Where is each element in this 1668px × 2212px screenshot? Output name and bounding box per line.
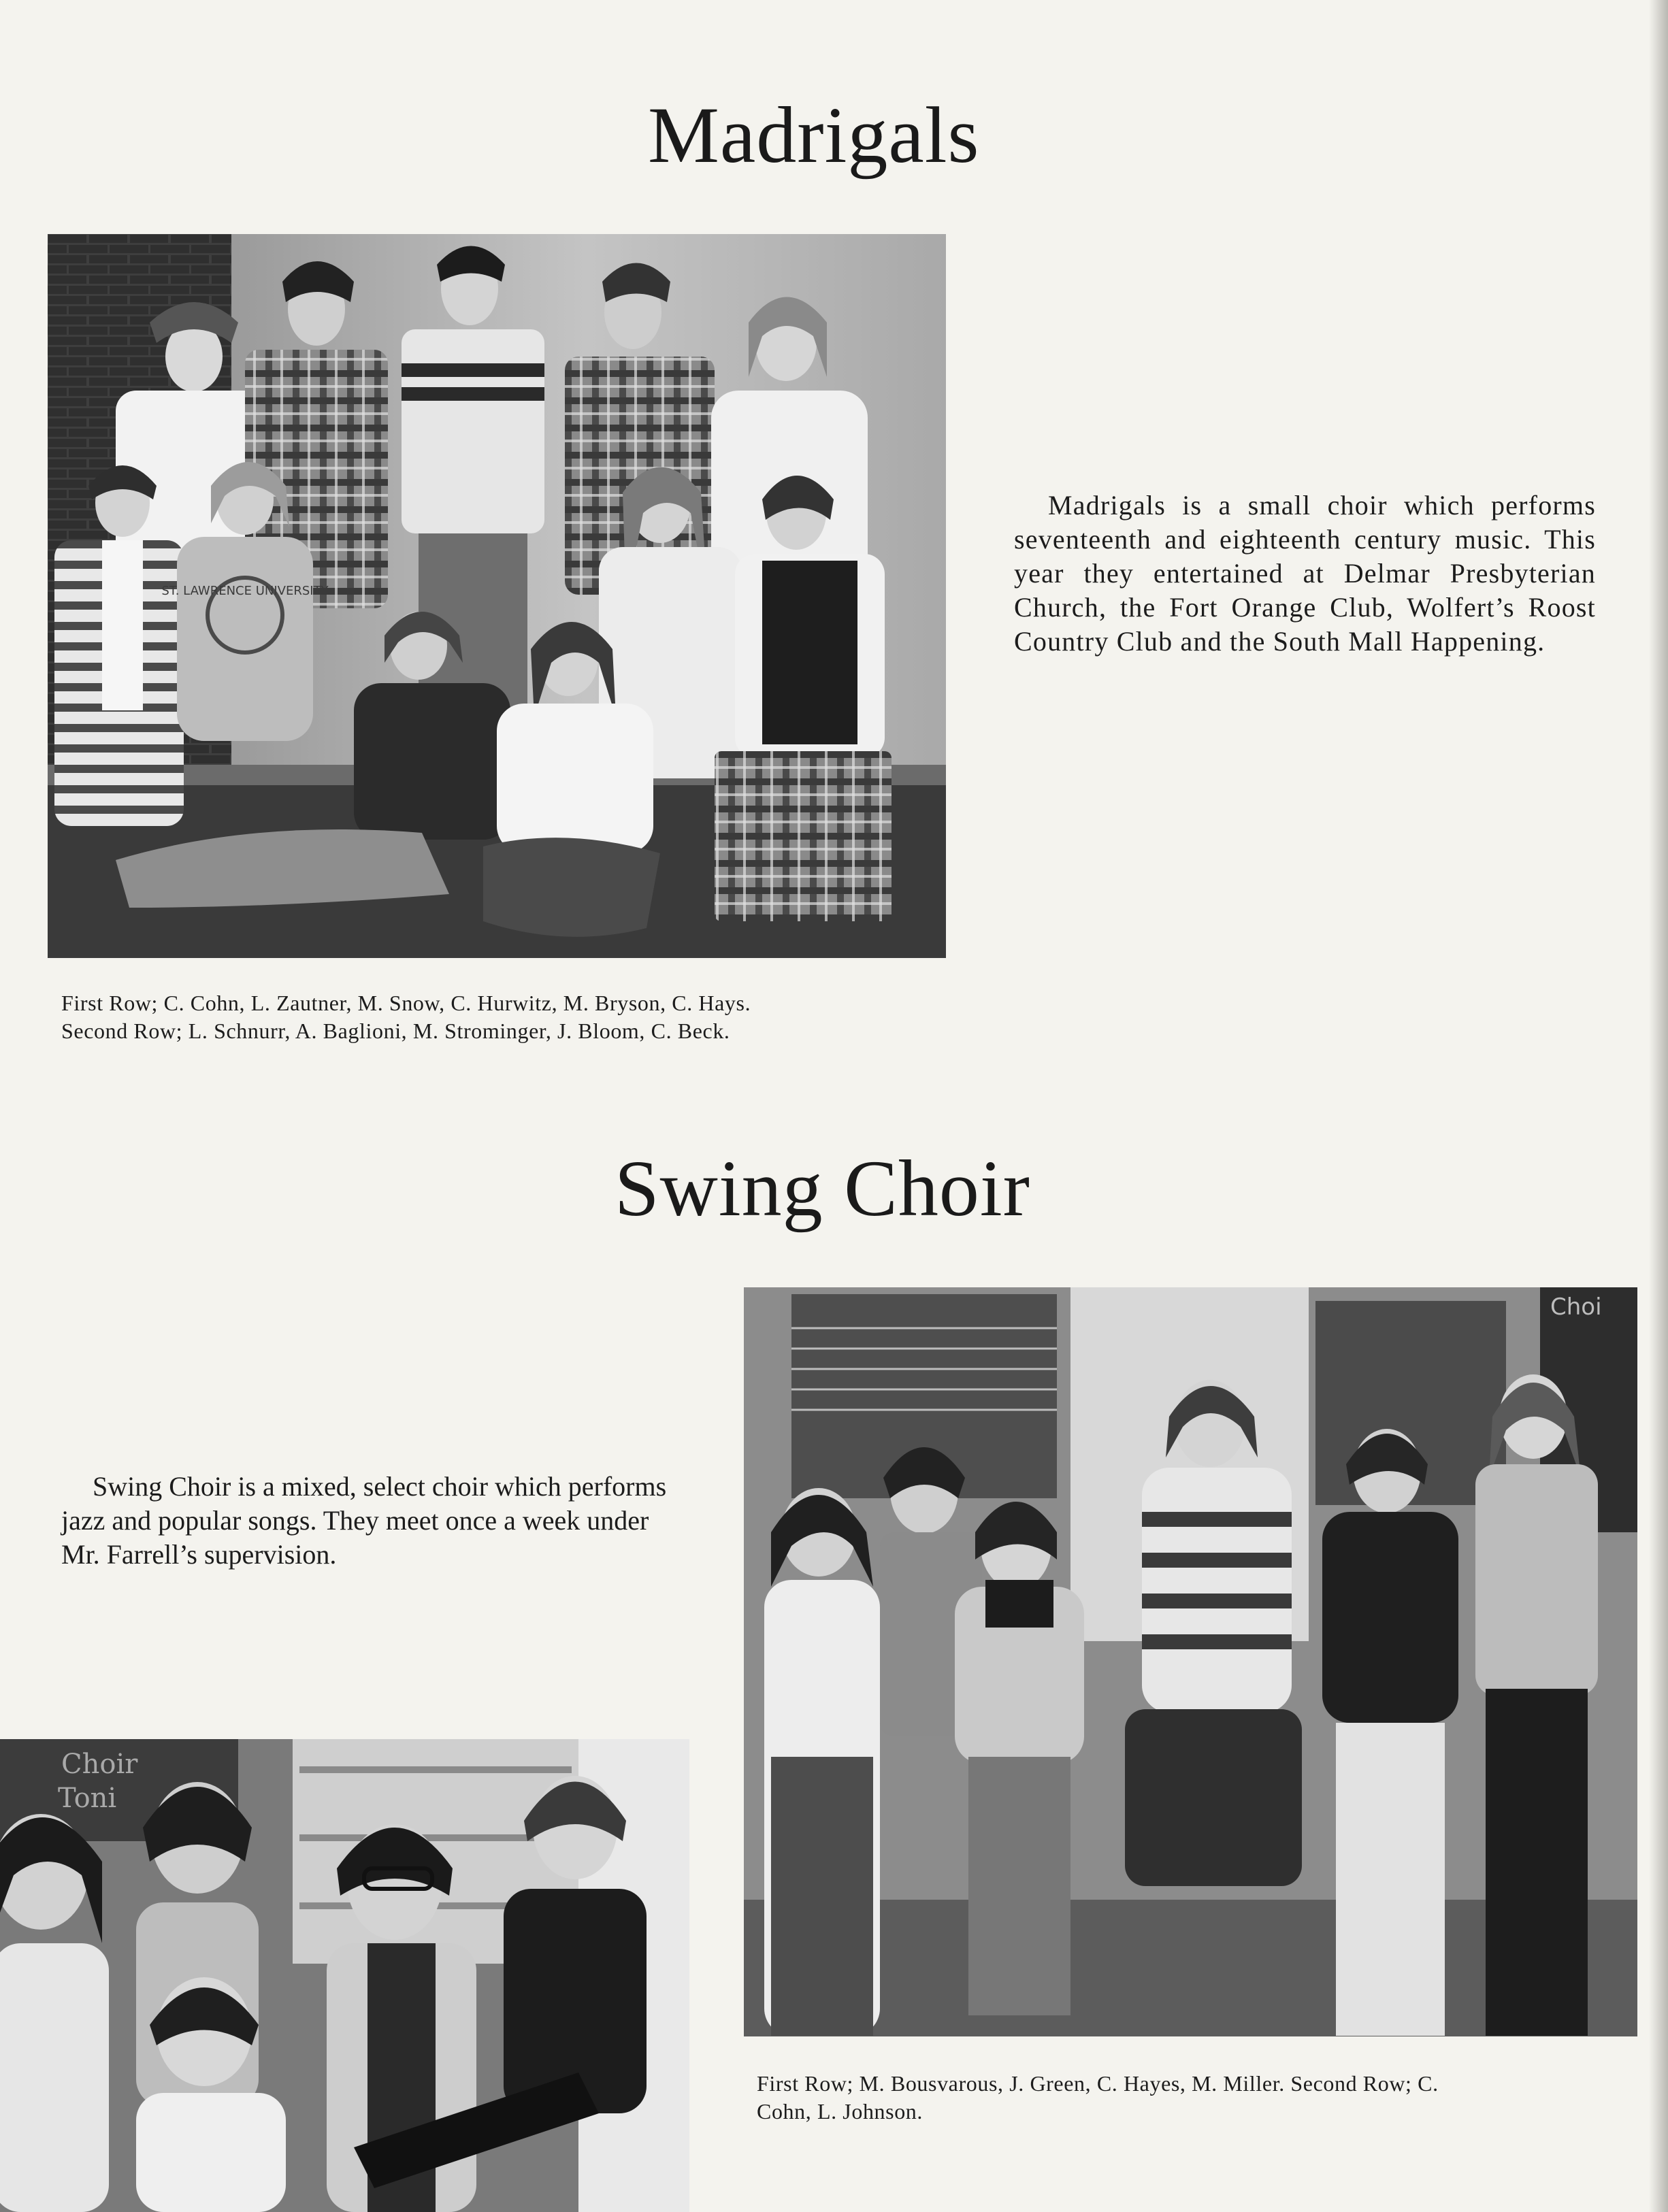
swing-choir-caption-line-2: Cohn, L. Johnson.: [757, 2099, 923, 2124]
swing-choir-caption-line-1: First Row; M. Bousvarous, J. Green, C. Hayes, M. Miller. Second Row; C.: [757, 2071, 1439, 2096]
madrigals-caption-first-row: First Row; C. Cohn, L. Zautner, M. Snow, C. Hurwitz, M. Bryson, C. Hays.: [61, 991, 751, 1015]
chalkboard-text-line-2: Toni: [58, 1783, 117, 1814]
sweatshirt-text: ST. LAWRENCE UNIVERSITY: [161, 584, 329, 598]
group-photo-icon: [48, 234, 946, 958]
madrigals-group-photo: [48, 234, 946, 958]
swing-choir-caption: [757, 2070, 1641, 2126]
madrigals-caption-second-row: Second Row; L. Schnurr, A. Baglioni, M. Strominger, J. Bloom, C. Beck.: [61, 1019, 730, 1043]
madrigals-caption: [61, 989, 966, 1045]
swing-choir-rehearsal-photo: [0, 1739, 689, 2212]
chalkboard-text: Choi: [1550, 1293, 1602, 1321]
swing-choir-description: Swing Choir is a mixed, select choir which performs jazz and popular songs. They meet once a week under Mr. Farrell’s supervision.: [61, 1471, 667, 1570]
chalkboard-text-line-1: Choir: [61, 1749, 138, 1780]
swing-choir-group-photo: [744, 1287, 1637, 2036]
rehearsal-photo-icon: [0, 1739, 689, 2212]
group-photo-icon: [744, 1287, 1637, 2036]
madrigals-description: Madrigals is a small choir which performs seventeenth and eighteenth century music. This year they entertained at Delmar Presbyterian Church, the Fort Orange Club, Wolfert’s Roost Country Club and the South Mall Happening.: [1014, 490, 1596, 657]
swing-choir-title: Swing Choir: [615, 1144, 1030, 1233]
madrigals-title: Madrigals: [648, 90, 980, 180]
page-edge-shadow: [1649, 0, 1668, 2212]
